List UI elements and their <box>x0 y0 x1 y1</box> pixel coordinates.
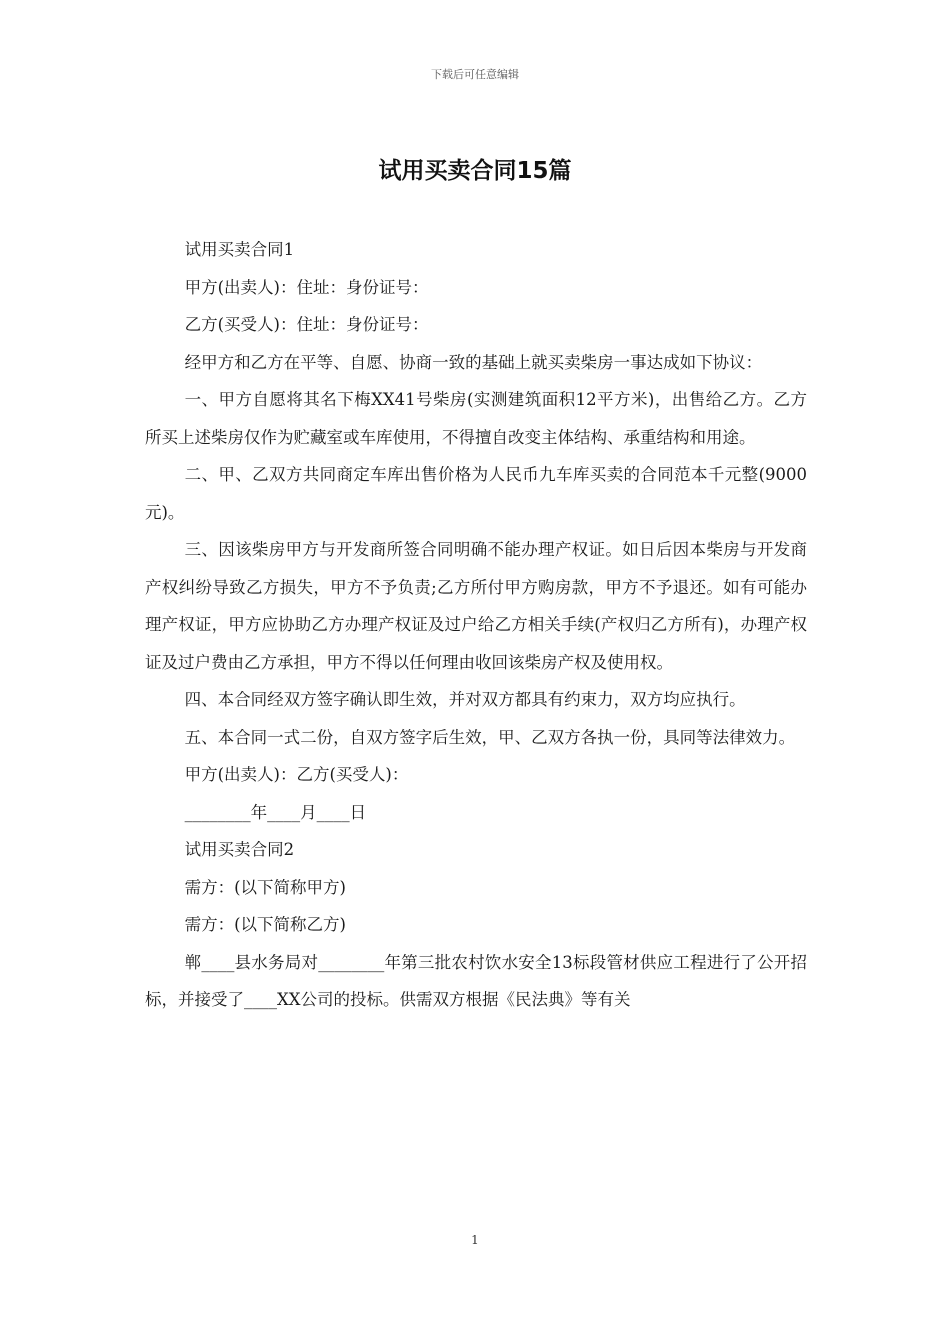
paragraph: 甲方(出卖人)：住址：身份证号： <box>184 277 429 297</box>
paragraph: 需方：(以下简称乙方) <box>184 915 346 934</box>
page-number: 1 <box>471 1233 479 1247</box>
paragraph: 需方：(以下简称甲方) <box>184 877 346 897</box>
paragraph: 三、因该柴房甲方与开发商所签合同明确不能办理产权证。如日后因本柴房与开发商产权纠纷导致乙方损失，甲方不予负责;乙方所付甲方购房款，甲方不予退还。如有可能办理产权证，甲方应协助乙方办理产权证及过户给乙方相关手续(产权归乙方所有)，办理产权证及过户费由乙方承担，甲方不得以任何理由收回该柴房产权及使用权。 <box>145 540 807 672</box>
paragraph: 经甲方和乙方在平等、自愿、协商一致的基础上就买卖柴房一事达成如下协议： <box>184 352 763 372</box>
document-title: 试用买卖合同15篇 <box>378 158 572 184</box>
paragraph: 试用买卖合同2 <box>184 840 295 859</box>
document-body <box>145 231 807 1019</box>
paragraph: 四、本合同经双方签字确认即生效，并对双方都具有约束力，双方均应执行。 <box>184 690 746 709</box>
header-note: 下载后可任意编辑 <box>431 68 519 81</box>
signature-line: 甲方(出卖人)：乙方(买受人)： <box>184 765 409 784</box>
paragraph: 试用买卖合同1 <box>184 240 295 259</box>
paragraph: 乙方(买受人)：住址：身份证号： <box>184 315 429 334</box>
paragraph: 五、本合同一式二份，自双方签字后生效，甲、乙双方各执一份，具同等法律效力。 <box>184 727 796 747</box>
paragraph: 二、甲、乙双方共同商定车库出售价格为人民币九车库买卖的合同范本千元整(9000元)。 <box>145 465 807 522</box>
date-line: ________年____月____日 <box>184 802 367 822</box>
paragraph: 一、甲方自愿将其名下梅XX41号柴房(实测建筑面积12平方米)，出售给乙方。乙方所买上述柴房仅作为贮藏室或车库使用，不得擅自改变主体结构、承重结构和用途。 <box>145 390 807 447</box>
paragraph: 郸____县水务局对________年第三批农村饮水安全13标段管材供应工程进行了公开招标，并接受了____XX公司的投标。供需双方根据《民法典》等有关 <box>145 952 807 1009</box>
